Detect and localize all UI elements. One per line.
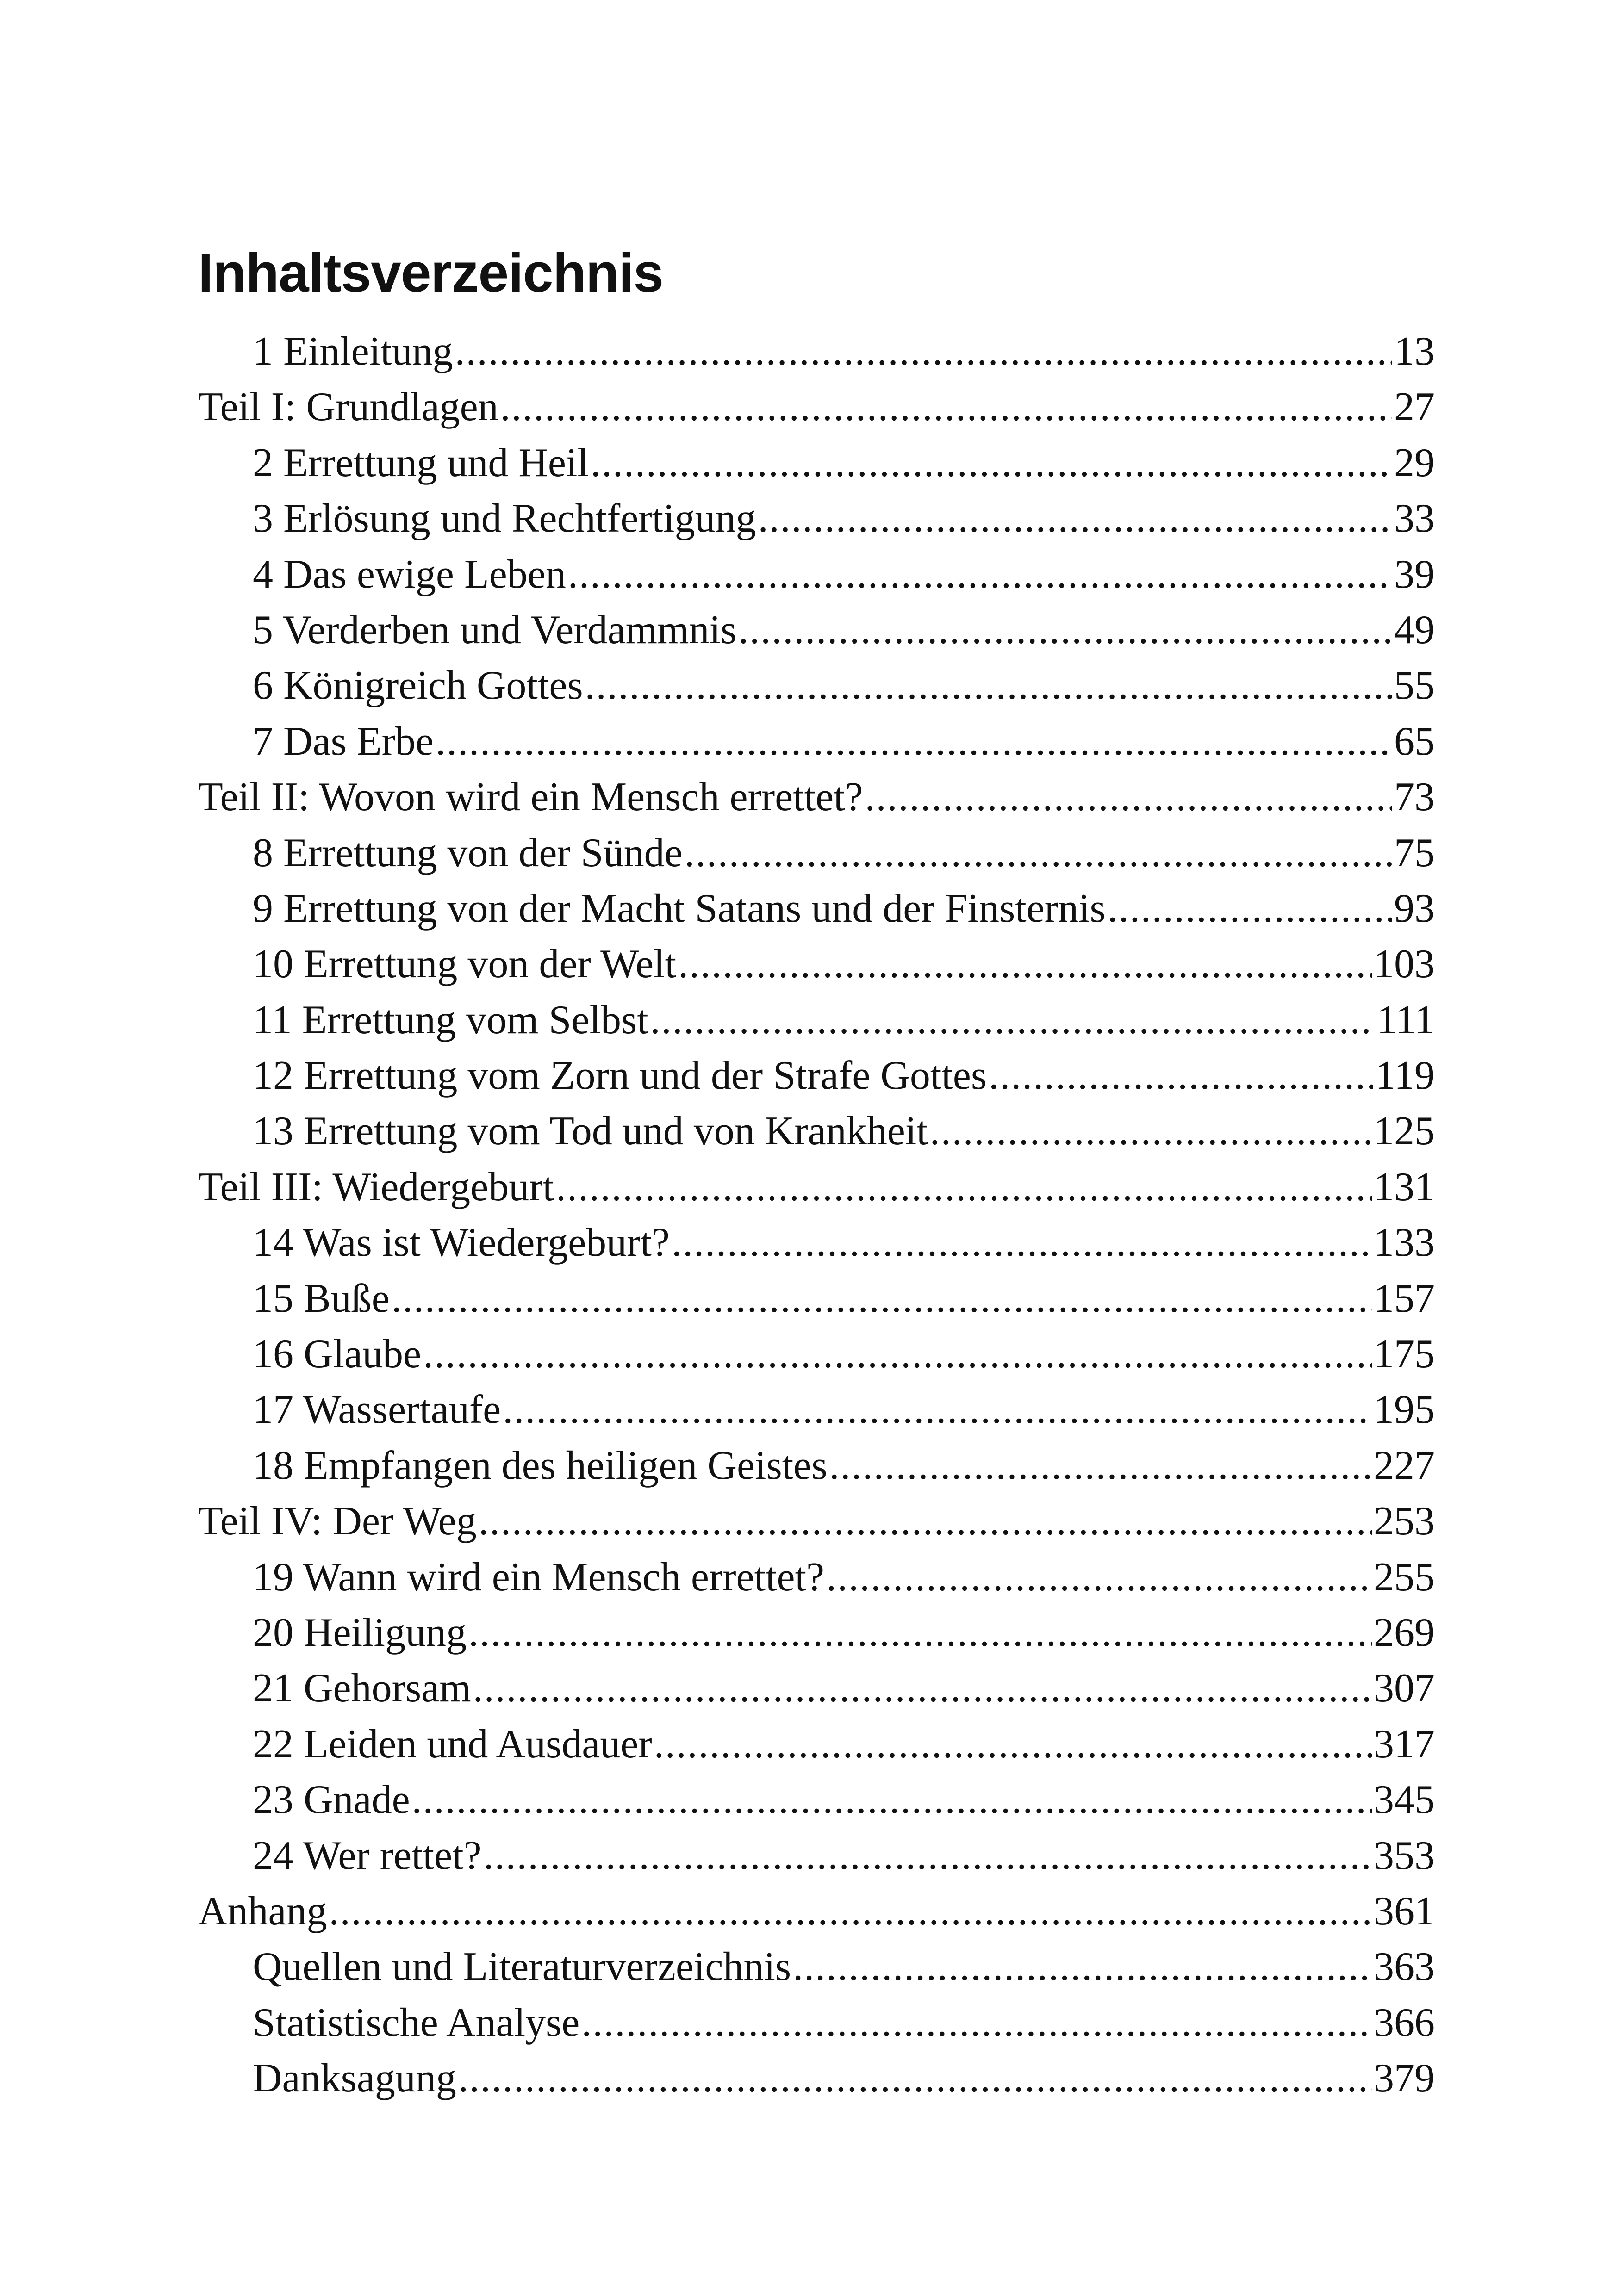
toc-dot-leader [672,1215,1372,1271]
toc-dot-leader [436,714,1392,769]
toc-dot-leader [678,937,1372,992]
toc-entry-label: 4 Das ewige Leben [253,552,566,597]
toc-page-number: 119 [1375,1053,1435,1098]
toc-chapter-entry [198,491,1435,546]
toc-dot-leader [1108,881,1392,937]
toc-page-number: 65 [1394,719,1435,764]
toc-entry-label: Teil IV: Der Weg [198,1499,477,1544]
toc-page-number: 111 [1376,997,1435,1043]
toc-chapter-entry [198,993,1435,1048]
toc-chapter-entry [198,2051,1435,2106]
toc-entry-label: 9 Errettung von der Macht Satans und der Finsternis [253,886,1106,931]
toc-page-number: 353 [1374,1833,1435,1878]
toc-dot-leader [484,1828,1372,1884]
toc-chapter-entry [198,1327,1435,1382]
toc-dot-leader [591,435,1392,491]
toc-page-number: 227 [1374,1443,1435,1488]
toc-entry-label: Danksagung [253,2056,456,2101]
toc-entry-label: 20 Heiligung [253,1610,467,1655]
toc-chapter-entry [198,1438,1435,1494]
toc-entry-label: 5 Verderben und Verdammnis [253,607,737,652]
toc-entry-label: 11 Errettung vom Selbst [253,997,648,1043]
toc-dot-leader [685,825,1392,881]
toc-entry-label: 15 Buße [253,1276,390,1321]
toc-dot-leader [500,379,1392,435]
toc-chapter-entry [198,1605,1435,1661]
toc-page-number: 253 [1374,1499,1435,1544]
toc-dot-leader [829,1438,1372,1494]
toc-chapter-entry [198,324,1435,379]
toc-chapter-entry [198,1772,1435,1828]
toc-dot-leader [479,1494,1372,1549]
toc-dot-leader [556,1160,1372,1215]
toc-dot-leader [650,993,1375,1048]
toc-page-number: 317 [1374,1721,1435,1767]
toc-entry-label: 16 Glaube [253,1332,422,1377]
toc-entry-label: 19 Wann wird ein Mensch errettet? [253,1554,825,1600]
toc-chapter-entry [198,435,1435,491]
toc-entry-label: Statistische Analyse [253,2000,580,2045]
toc-entry-label: 23 Gnade [253,1777,410,1823]
toc-chapter-entry [198,1995,1435,2051]
toc-part-entry [198,769,1435,825]
toc-page-number: 125 [1374,1109,1435,1154]
toc-dot-leader [738,602,1392,658]
toc-entry-label: 7 Das Erbe [253,719,434,764]
toc-entry-label: Teil III: Wiedergeburt [198,1164,554,1210]
toc-entry-label: Anhang [198,1888,327,1934]
toc-page-number: 366 [1374,2000,1435,2045]
toc-dot-leader [458,2051,1372,2106]
toc-chapter-entry [198,714,1435,769]
toc-page-number: 269 [1374,1610,1435,1655]
toc-dot-leader [826,1550,1372,1605]
toc-entry-label: Teil II: Wovon wird ein Mensch errettet? [198,775,863,820]
toc-chapter-entry [198,1717,1435,1772]
toc-page-number: 27 [1394,385,1435,430]
toc-entry-label: 6 Königreich Gottes [253,663,583,708]
toc-page-number: 345 [1374,1777,1435,1823]
toc-dot-leader [412,1772,1372,1828]
toc-part-entry [198,1494,1435,1549]
toc-chapter-entry [198,1382,1435,1438]
page-title: Inhaltsverzeichnis [198,242,664,304]
toc-dot-leader [503,1382,1372,1438]
toc-entry-label: 3 Erlösung und Rechtfertigung [253,496,756,541]
toc-chapter-entry [198,1271,1435,1327]
toc-page-number: 307 [1374,1666,1435,1711]
toc-dot-leader [423,1327,1372,1382]
toc-chapter-entry [198,1661,1435,1716]
toc-part-entry [198,1884,1435,1939]
toc-entry-label: 18 Empfangen des heiligen Geistes [253,1443,828,1488]
toc-entry-label: 22 Leiden und Ausdauer [253,1721,652,1767]
toc-entry-label: 12 Errettung vom Zorn und der Strafe Gottes [253,1053,987,1098]
toc-entry-label: 17 Wassertaufe [253,1387,501,1433]
toc-page-number: 73 [1394,775,1435,820]
toc-dot-leader [392,1271,1372,1327]
toc-chapter-entry [198,1939,1435,1995]
toc-chapter-entry [198,1828,1435,1884]
toc-entry-label: 1 Einleitung [253,329,453,374]
toc-entry-label: 8 Errettung von der Sünde [253,830,683,875]
toc-entry-label: 2 Errettung und Heil [253,440,589,485]
toc-chapter-entry [198,825,1435,881]
toc-dot-leader [989,1048,1373,1104]
toc-chapter-entry [198,1215,1435,1271]
toc-dot-leader [329,1884,1372,1939]
toc-page-number: 13 [1394,329,1435,374]
toc-dot-leader [865,769,1392,825]
toc-page-number: 39 [1394,552,1435,597]
toc-dot-leader [654,1717,1372,1772]
toc-chapter-entry [198,881,1435,937]
toc-page-number: 33 [1394,496,1435,541]
toc-dot-leader [581,1995,1372,2051]
toc-page-number: 195 [1374,1387,1435,1433]
toc-dot-leader [758,491,1392,546]
toc-page-number: 75 [1394,830,1435,875]
toc-chapter-entry [198,1048,1435,1104]
toc-dot-leader [793,1939,1372,1995]
toc-dot-leader [568,547,1392,602]
toc-entry-label: 13 Errettung vom Tod und von Krankheit [253,1109,928,1154]
toc-entry-label: Teil I: Grundlagen [198,385,498,430]
toc-chapter-entry [198,658,1435,714]
toc-chapter-entry [198,1550,1435,1605]
toc-page-number: 361 [1374,1888,1435,1934]
toc-page-number: 379 [1374,2056,1435,2101]
toc-entry-label: 14 Was ist Wiedergeburt? [253,1220,670,1266]
toc-chapter-entry [198,602,1435,658]
toc-page-number: 255 [1374,1554,1435,1600]
toc-page-number: 103 [1374,942,1435,987]
toc-entry-label: 21 Gehorsam [253,1666,471,1711]
toc-chapter-entry [198,1104,1435,1159]
toc-part-entry [198,1160,1435,1215]
toc-dot-leader [930,1104,1372,1159]
toc-dot-leader [468,1605,1372,1661]
toc-page-number: 29 [1394,440,1435,485]
toc-page-number: 157 [1374,1276,1435,1321]
toc-page-number: 49 [1394,607,1435,652]
toc-page-number: 133 [1374,1220,1435,1266]
toc-page-number: 131 [1374,1164,1435,1210]
table-of-contents [198,324,1435,2107]
toc-dot-leader [455,324,1392,379]
toc-page-number: 55 [1394,663,1435,708]
toc-page-number: 363 [1374,1944,1435,1990]
toc-entry-label: Quellen und Literaturverzeichnis [253,1944,791,1990]
toc-entry-label: 10 Errettung von der Welt [253,942,677,987]
toc-entry-label: 24 Wer rettet? [253,1833,482,1878]
toc-chapter-entry [198,937,1435,992]
toc-chapter-entry [198,547,1435,602]
toc-part-entry [198,379,1435,435]
toc-page-number: 175 [1374,1332,1435,1377]
toc-page-number: 93 [1394,886,1435,931]
toc-dot-leader [473,1661,1372,1716]
toc-dot-leader [585,658,1392,714]
